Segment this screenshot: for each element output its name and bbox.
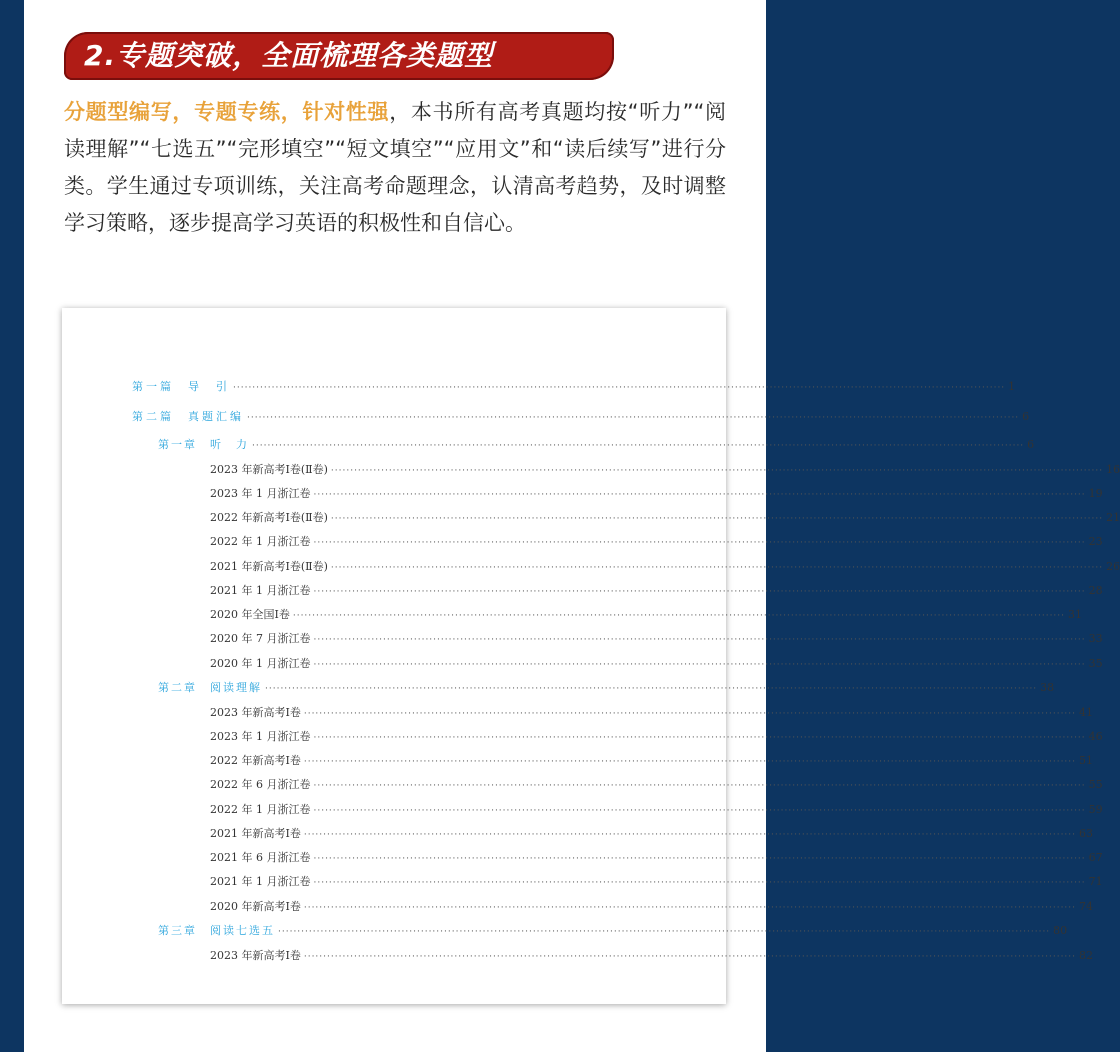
toc-row xyxy=(210,461,1120,477)
toc-row xyxy=(210,801,1103,817)
toc-row xyxy=(210,947,1094,963)
toc-title: 2022 年新高考Ⅰ卷 xyxy=(210,754,301,767)
toc-leader-dots: ········································································································································································································ xyxy=(303,709,1077,719)
toc-page-number: 6 xyxy=(1022,410,1030,423)
toc-row xyxy=(210,582,1103,598)
toc-leader-dots: ········································································································································································································ xyxy=(247,413,1020,423)
toc-leader-dots: ········································································································································································································ xyxy=(233,383,1006,393)
intro-body: ，本书所有高考真题均按“听力”“阅读理解”“七选五”“完形填空”“短文填空”“应用文”和“读后续写”进行分类。学生通过专项训练，关注高考命题理念，认清高考趋势，及时调整学习策略，逐步提高学习英语的积极性和自信心。 xyxy=(64,100,727,235)
toc-page-number: 80 xyxy=(1053,924,1068,937)
toc-page-number: 35 xyxy=(1088,657,1103,670)
toc-leader-dots: ········································································································································································································ xyxy=(313,878,1086,888)
toc-page-number: 31 xyxy=(1068,608,1083,621)
toc-row xyxy=(210,704,1094,720)
toc-row xyxy=(210,728,1103,744)
section-banner xyxy=(64,32,614,80)
toc-row xyxy=(210,873,1103,889)
toc-page-number: 63 xyxy=(1079,827,1094,840)
toc-title: 2023 年 1 月浙江卷 xyxy=(210,487,311,500)
toc-page-number: 55 xyxy=(1088,778,1103,791)
toc-leader-dots: ········································································································································································································ xyxy=(313,660,1086,670)
toc-title: 2020 年 7 月浙江卷 xyxy=(210,632,311,645)
toc-title: 2022 年 6 月浙江卷 xyxy=(210,778,311,791)
toc-title: 2023 年新高考Ⅰ卷(Ⅱ卷) xyxy=(210,463,328,476)
toc-row xyxy=(158,922,1068,938)
toc-page-number: 59 xyxy=(1088,803,1103,816)
toc-page-number: 1 xyxy=(1008,380,1016,393)
toc-row xyxy=(210,776,1103,792)
toc-title: 2022 年新高考Ⅰ卷(Ⅱ卷) xyxy=(210,511,328,524)
toc-leader-dots: ········································································································································································································ xyxy=(313,806,1086,816)
toc-title: 2020 年 1 月浙江卷 xyxy=(210,657,311,670)
toc-leader-dots: ········································································································································································································ xyxy=(252,441,1025,451)
toc-title: 2021 年 6 月浙江卷 xyxy=(210,851,311,864)
toc-leader-dots: ········································································································································································································ xyxy=(313,490,1086,500)
toc-page-number: 16 xyxy=(1106,463,1120,476)
toc-page-number: 41 xyxy=(1079,706,1094,719)
toc-row xyxy=(210,558,1120,574)
toc-title: 2022 年 1 月浙江卷 xyxy=(210,803,311,816)
toc-row xyxy=(210,898,1094,914)
toc-row xyxy=(210,606,1083,622)
toc-page-number: 71 xyxy=(1088,875,1103,888)
toc-leader-dots: ········································································································································································································ xyxy=(313,854,1086,864)
toc-title: 第三章 阅读七选五 xyxy=(158,924,275,937)
toc-title: 第一章 听 力 xyxy=(158,438,249,451)
toc-leader-dots: ········································································································································································································ xyxy=(313,635,1086,645)
intro-highlight: 分题型编写，专题专练，针对性强 xyxy=(64,100,390,124)
toc-leader-dots: ········································································································································································································ xyxy=(313,733,1086,743)
toc-title: 第二章 阅读理解 xyxy=(158,681,262,694)
toc-title: 2021 年 1 月浙江卷 xyxy=(210,875,311,888)
toc-page-number: 26 xyxy=(1106,560,1120,573)
toc-title: 2023 年 1 月浙江卷 xyxy=(210,730,311,743)
banner-title: 2.专题突破，全面梳理各类题型 xyxy=(84,39,494,72)
toc-page-number: 23 xyxy=(1088,535,1103,548)
toc-row xyxy=(158,679,1055,695)
toc-row xyxy=(210,655,1103,671)
toc-page-number: 6 xyxy=(1027,438,1035,451)
toc-leader-dots: ········································································································································································································ xyxy=(265,684,1038,694)
toc-leader-dots: ········································································································································································································ xyxy=(330,563,1104,573)
toc-leader-dots: ········································································································································································································ xyxy=(330,466,1104,476)
toc-title: 第一篇 导 引 xyxy=(132,380,230,393)
toc-leader-dots: ········································································································································································································ xyxy=(303,952,1077,962)
toc-leader-dots: ········································································································································································································ xyxy=(303,903,1077,913)
toc-page-number: 38 xyxy=(1040,681,1055,694)
toc-leader-dots: ········································································································································································································ xyxy=(313,587,1086,597)
toc-row xyxy=(210,849,1103,865)
toc-title: 2020 年新高考Ⅰ卷 xyxy=(210,900,301,913)
table-of-contents-page xyxy=(62,308,1120,1004)
toc-row xyxy=(132,408,1030,424)
toc-page-number: 46 xyxy=(1088,730,1103,743)
toc-row xyxy=(210,630,1103,646)
toc-title: 2023 年新高考Ⅰ卷 xyxy=(210,706,301,719)
toc-leader-dots: ········································································································································································································ xyxy=(303,830,1077,840)
toc-title: 2021 年 1 月浙江卷 xyxy=(210,584,311,597)
toc-page-number: 82 xyxy=(1079,949,1094,962)
toc-row xyxy=(210,509,1120,525)
toc-page-number: 21 xyxy=(1106,511,1120,524)
toc-leader-dots: ········································································································································································································ xyxy=(313,781,1086,791)
toc-title: 2021 年新高考Ⅰ卷 xyxy=(210,827,301,840)
toc-row xyxy=(132,378,1016,394)
toc-page-number: 74 xyxy=(1079,900,1094,913)
toc-page-number: 33 xyxy=(1088,632,1103,645)
toc-leader-dots: ········································································································································································································ xyxy=(313,538,1086,548)
toc-row xyxy=(210,825,1094,841)
toc-page-number: 51 xyxy=(1079,754,1094,767)
toc-page-number: 67 xyxy=(1088,851,1103,864)
toc-leader-dots: ········································································································································································································ xyxy=(330,514,1104,524)
toc-leader-dots: ········································································································································································································ xyxy=(292,611,1066,621)
toc-leader-dots: ········································································································································································································ xyxy=(303,757,1077,767)
toc-row xyxy=(210,485,1103,501)
toc-title: 第二篇 真题汇编 xyxy=(132,410,244,423)
toc-title: 2020 年全国Ⅰ卷 xyxy=(210,608,290,621)
toc-page-number: 19 xyxy=(1088,487,1103,500)
toc-title: 2023 年新高考Ⅰ卷 xyxy=(210,949,301,962)
toc-row xyxy=(210,533,1103,549)
toc-title: 2021 年新高考Ⅰ卷(Ⅱ卷) xyxy=(210,560,328,573)
toc-page-number: 28 xyxy=(1088,584,1103,597)
toc-leader-dots: ········································································································································································································ xyxy=(278,927,1051,937)
intro-paragraph xyxy=(64,94,726,242)
toc-row xyxy=(158,436,1035,452)
toc-title: 2022 年 1 月浙江卷 xyxy=(210,535,311,548)
toc-row xyxy=(210,752,1094,768)
